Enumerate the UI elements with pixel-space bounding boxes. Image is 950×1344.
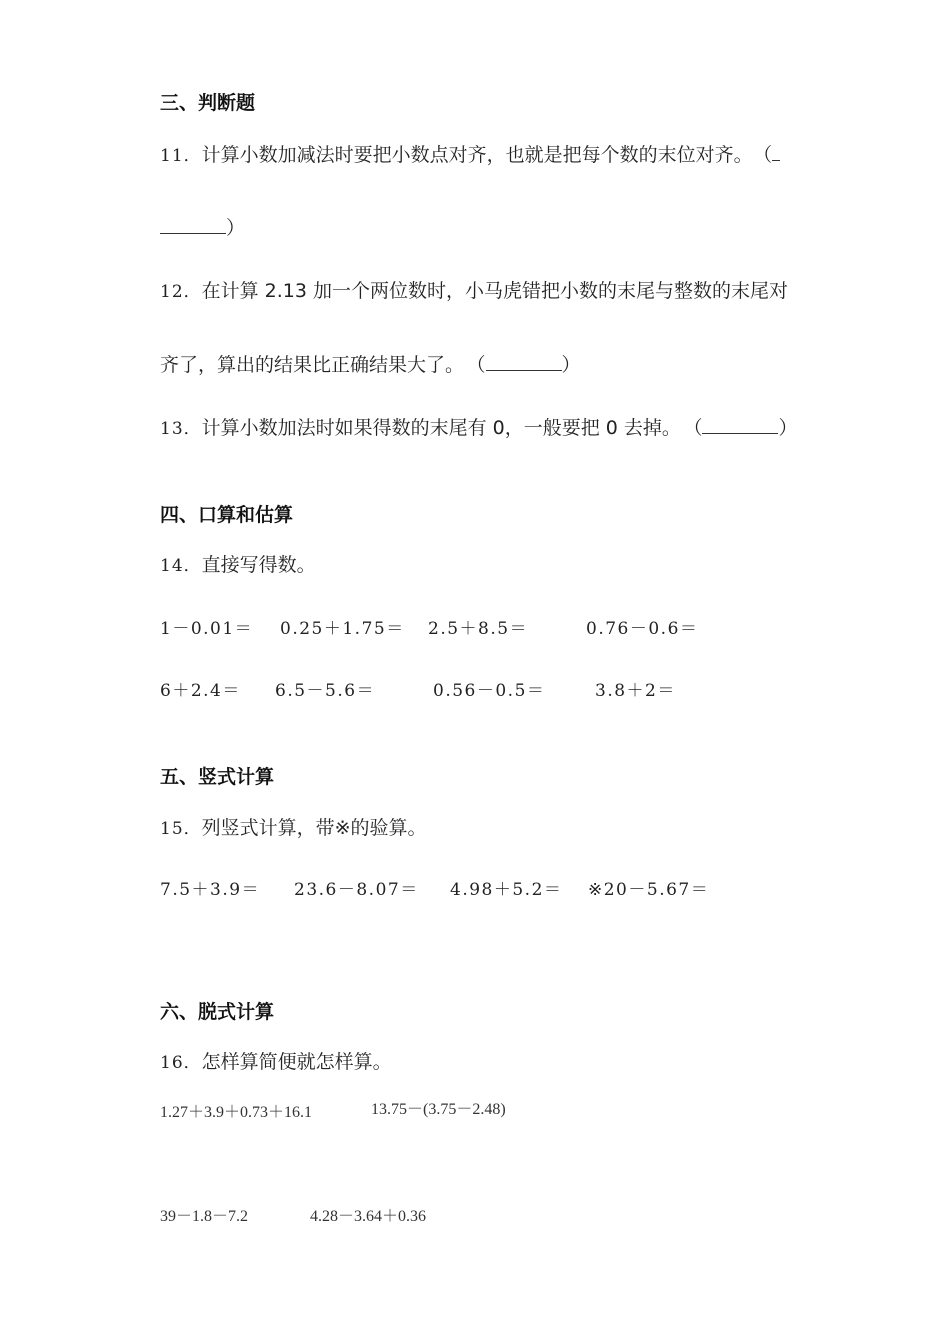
question-16 bbox=[160, 1047, 392, 1074]
question-12-number: 12． bbox=[160, 282, 202, 302]
question-11-open-paren: （ bbox=[762, 144, 773, 166]
oral-calc-item: 3.8＋2＝ bbox=[595, 681, 676, 701]
section-5-title: 五、竖式计算 bbox=[160, 766, 275, 788]
question-11-number: 11． bbox=[160, 146, 202, 166]
question-11-answer bbox=[160, 213, 245, 240]
vertical-calc-item: 4.98＋5.2＝ bbox=[450, 880, 563, 900]
question-13-open-paren: （ bbox=[692, 417, 703, 439]
oral-calc-item: 0.76－0.6＝ bbox=[586, 619, 699, 639]
question-12-answer-blank[interactable] bbox=[486, 356, 562, 371]
question-12-open-paren: （ bbox=[476, 354, 486, 376]
question-12-text-line2: 齐了，算出的结果比正确结果大了。 bbox=[160, 354, 465, 376]
oral-calc-item: 6＋2.4＝ bbox=[160, 681, 241, 701]
question-14-number: 14． bbox=[160, 556, 202, 576]
question-15 bbox=[160, 813, 427, 840]
question-14-text: 直接写得数。 bbox=[201, 554, 316, 576]
question-12-text-line1: 在计算 2.13 加一个两位数时，小马虎错把小数的末尾与整数的末尾对 bbox=[201, 280, 789, 302]
question-11-answer-blank[interactable] bbox=[160, 219, 226, 234]
question-11 bbox=[160, 140, 780, 167]
question-11-close-paren: ） bbox=[226, 217, 246, 239]
section-4-title: 四、口算和估算 bbox=[160, 504, 294, 526]
oral-calc-item: 2.5＋8.5＝ bbox=[428, 619, 529, 639]
question-13-close-paren: ） bbox=[778, 417, 798, 439]
vertical-calc-item: ※20－5.67＝ bbox=[588, 880, 710, 900]
question-11-blank-start[interactable] bbox=[772, 146, 780, 161]
stepwise-calc-item: 1.27＋3.9＋0.73＋16.1 bbox=[160, 1104, 313, 1121]
question-13-number: 13． bbox=[160, 419, 202, 439]
section-6-title: 六、脱式计算 bbox=[160, 1001, 275, 1023]
question-13-answer-blank[interactable] bbox=[702, 419, 778, 434]
oral-calc-item: 0.25＋1.75＝ bbox=[280, 619, 405, 639]
question-14 bbox=[160, 550, 316, 577]
question-12-close-paren: ） bbox=[561, 354, 581, 376]
question-13 bbox=[160, 413, 797, 440]
question-15-text: 列竖式计算，带※的验算。 bbox=[201, 817, 427, 839]
question-15-number: 15． bbox=[160, 819, 202, 839]
vertical-calc-item: 23.6－8.07＝ bbox=[294, 880, 419, 900]
question-13-text: 计算小数加法时如果得数的末尾有 0，一般要把 0 去掉。 bbox=[201, 417, 681, 439]
question-16-text: 怎样算简便就怎样算。 bbox=[201, 1051, 392, 1073]
stepwise-calc-item: 13.75－(3.75－2.48) bbox=[371, 1101, 506, 1118]
question-11-text: 计算小数加减法时要把小数点对齐，也就是把每个数的末位对齐。 bbox=[201, 144, 753, 166]
stepwise-calc-item: 39－1.8－7.2 bbox=[160, 1208, 249, 1225]
question-16-number: 16． bbox=[160, 1053, 202, 1073]
question-12-line1 bbox=[160, 276, 788, 303]
question-12-line2 bbox=[160, 350, 581, 377]
vertical-calc-item: 7.5＋3.9＝ bbox=[160, 880, 261, 900]
oral-calc-item: 0.56－0.5＝ bbox=[433, 681, 546, 701]
oral-calc-item: 6.5－5.6＝ bbox=[275, 681, 376, 701]
section-3-title: 三、判断题 bbox=[160, 92, 256, 114]
oral-calc-item: 1－0.01＝ bbox=[160, 619, 254, 639]
stepwise-calc-item: 4.28－3.64＋0.36 bbox=[310, 1208, 427, 1225]
